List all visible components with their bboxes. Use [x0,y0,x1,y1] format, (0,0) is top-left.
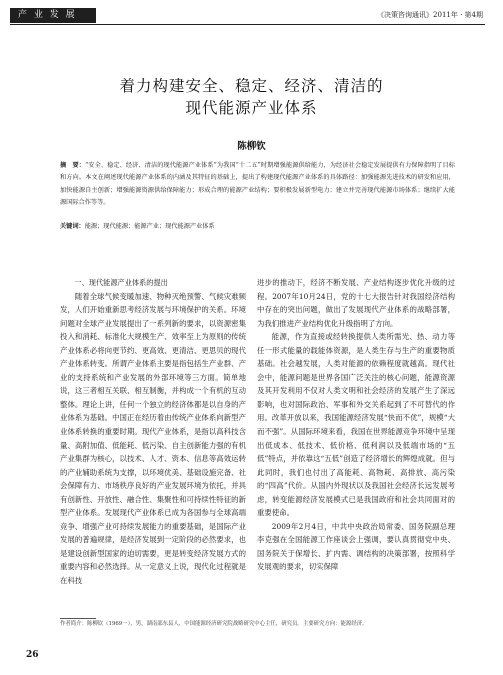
article-title-line2: 现代能源产业体系 [185,99,318,117]
abstract-label: 摘 要： [60,162,86,169]
page-number: 26 [26,650,39,660]
section-heading: 一、现代能源产业体系的提出 [74,278,168,287]
author-footnote: 作者简介：陈柳钦（1969－），男，湖南邵东县人，中国能源经济研究院战略研究中心主任，研究员。主要研究方向：能源经济。 [60,621,368,627]
abstract-text: “安全、稳定、经济、清洁的现代能源产业体系”为我国“十二五”时期增强能源供给能力，为经济社会稳定发展提供有力保障指明了目标和方向。本文在阐述现代能源产业体系的内涵及其特征的基础上，提出了构建现代能源产业体系的具体路径：加强能源先进技术的研发和应用，加快能源自主创新；增强能源资源供给保障能力；形成合理的能源产业结构；要积极发展新型电力；建立并完善现代能源市场体系；继续扩大能源国际合作等等。 [60,162,455,207]
header-rule [10,24,485,25]
keywords-text: 能源；现代能源；能源产业；现代能源产业体系 [84,223,215,230]
author-name: 陈柳钦 [237,141,266,152]
footnote-rule [60,618,96,619]
abstract [60,160,455,210]
article-title-line1: 着力构建安全、稳定、经济、清洁的 [119,77,384,95]
journal-issue: 《决策咨询通讯》2011年 · 第4期 [377,11,483,19]
paragraph: 2009年2月4日，中共中央政治局常委、国务院副总理李克强在全国能源工作座谈会上强调，要认真贯彻党中央、国务院关于保增长、扩内需、调结构的决策部署，按照科学发展观的要求，切实保障 [257,521,455,572]
keywords-label: 关键词： [60,223,85,230]
body-left-column [60,276,246,588]
body-right-column [257,276,455,574]
paragraph: 进步的推动下，经济不断发展、产业结构逐步优化升级的过程。2007年10月24日，党的十七大报告针对我国经济结构中存在的突出问题，做出了发展现代产业体系的战略部署，为我们推进产业结构优化升级指明了方向。 [257,278,455,328]
section-tag: 产 业 发 展 [10,8,96,23]
keywords [60,221,455,233]
paragraph: 能源，作为直接或经转换提供人类所需光、热、动力等任一形式能量的载能体资源，是人类生存与生产的重要物质基础。社会越发展，人类对能源的依赖程度就越高。现代社会中，能源问题是世界各国广泛关注的核心问题，能源资源及其开发利用不仅对人类文明和社会经济的发展产生了深远影响，也对国际政治、军事和外交关系起到了不可替代的作用。改革开放以来，我国能源经济发展“快而不优”，规模“大而不强”。从国际环境来看，我国在世界能源竞争环境中呈现出低成本、低技术、低价格、低利润以及低端市场的“五低”特点，并依靠这“五低”创造了经济增长的辉煌成就。但与此同时，我们也付出了高能耗、高物耗、高排放、高污染的“四高”代价。从国内外现状以及我国社会经济长远发展考虑，转变能源经济发展模式已是我国政府和社会共同面对的重要使命。 [257,332,455,518]
paragraph: 随着全球气候变暖加速、物种灭绝预警、气候灾难频发，人们开始重新思考经济发展与环境保护的关系。环境问题对全球产业发展提出了一系列新的要求，以资源密集投入和消耗、标准化大规模生产、效率至上为原则的传统产业体系必将向更节约、更高效、更清洁、更思贝的现代产业体系转变。所谓产业体系主要是指包括生产业群、产业的支持系统和产业发展的外部环境等三方面。简单地说，这三者相互关联、相互制衡，并构成一个有机的互动整体。理论上讲，任何一个独立的经济体都是以自身的产业体系为基础。中国正在经历着由传统产业体系向新型产业体系转换的重要时期。现代产业体系，是指以高科技含量、高附加值、低能耗、低污染、自主创新能力强的有机产业集群为核心，以技术、人才、资本、信息等高效运转的产业辅助系统为支撑，以环境优美、基础设施完备、社会保障有力、市场秩序良好的产业发展环境为依托，并具有创新性、开放性、融合性、集聚性和可持续性特征的新型产业体系。发展现代产业体系已成为各国参与全球高端竞争、增强产业可持续发展能力的重要基础，是国际产业发展的普遍规律，是经济发展到一定阶段的必然要求，也是建设创新型国家的迫切需要，更是转变经济发展方式的重要内容和必然选择。从一定意义上说，现代化过程就是在科技 [60,291,246,586]
